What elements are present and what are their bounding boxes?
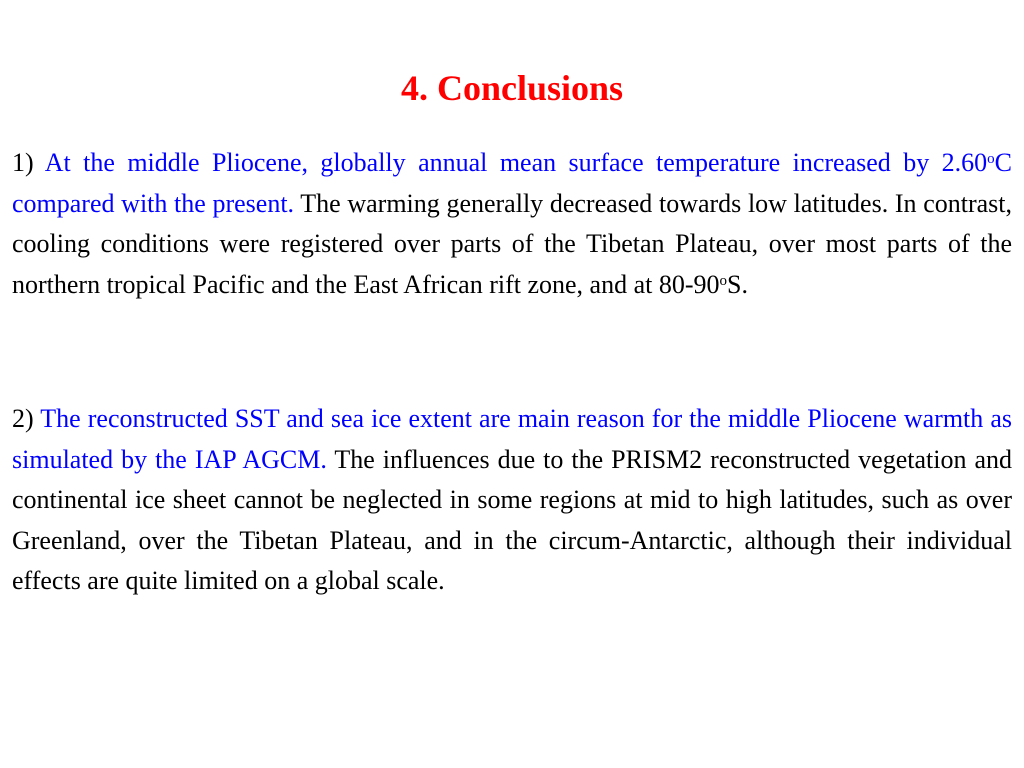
paragraph-number: 2) [12,404,34,433]
slide-title: 4. Conclusions [400,68,624,108]
conclusion-paragraph-2 [12,399,1012,602]
highlight-text-part-2: C compared with the present. [12,148,1012,218]
body-text-part-2: S. [727,269,748,299]
paragraph-number: 1) [12,148,34,177]
body-text: The influences due to the PRISM2 reconstructed vegetation and continental ice sheet cannot be neglected in some regions at mid to high latitudes, such as over Greenland, over the Tibetan Plateau, and in the circum-Antarctic, although their individual effects are quite limited on a global scale. [12,444,1012,595]
degree-superscript: o [987,150,995,167]
highlighted-statement: The reconstructed SST and sea ice extent are main reason for the middle Pliocene warmth as simulated by the IAP AGCM. [12,404,1012,474]
highlight-text-part-1: At the middle Pliocene, globally annual mean surface temperature increased by 2.60 [44,148,988,177]
conclusion-paragraph-1 [12,143,1012,305]
body-text-part-1: The warming generally decreased towards low latitudes. In contrast, cooling conditions were registered over parts of the Tibetan Plateau, over most parts of the northern tropical Pacific and the East African rift zone, and at 80-90 [12,188,1012,299]
degree-superscript: o [719,272,728,289]
